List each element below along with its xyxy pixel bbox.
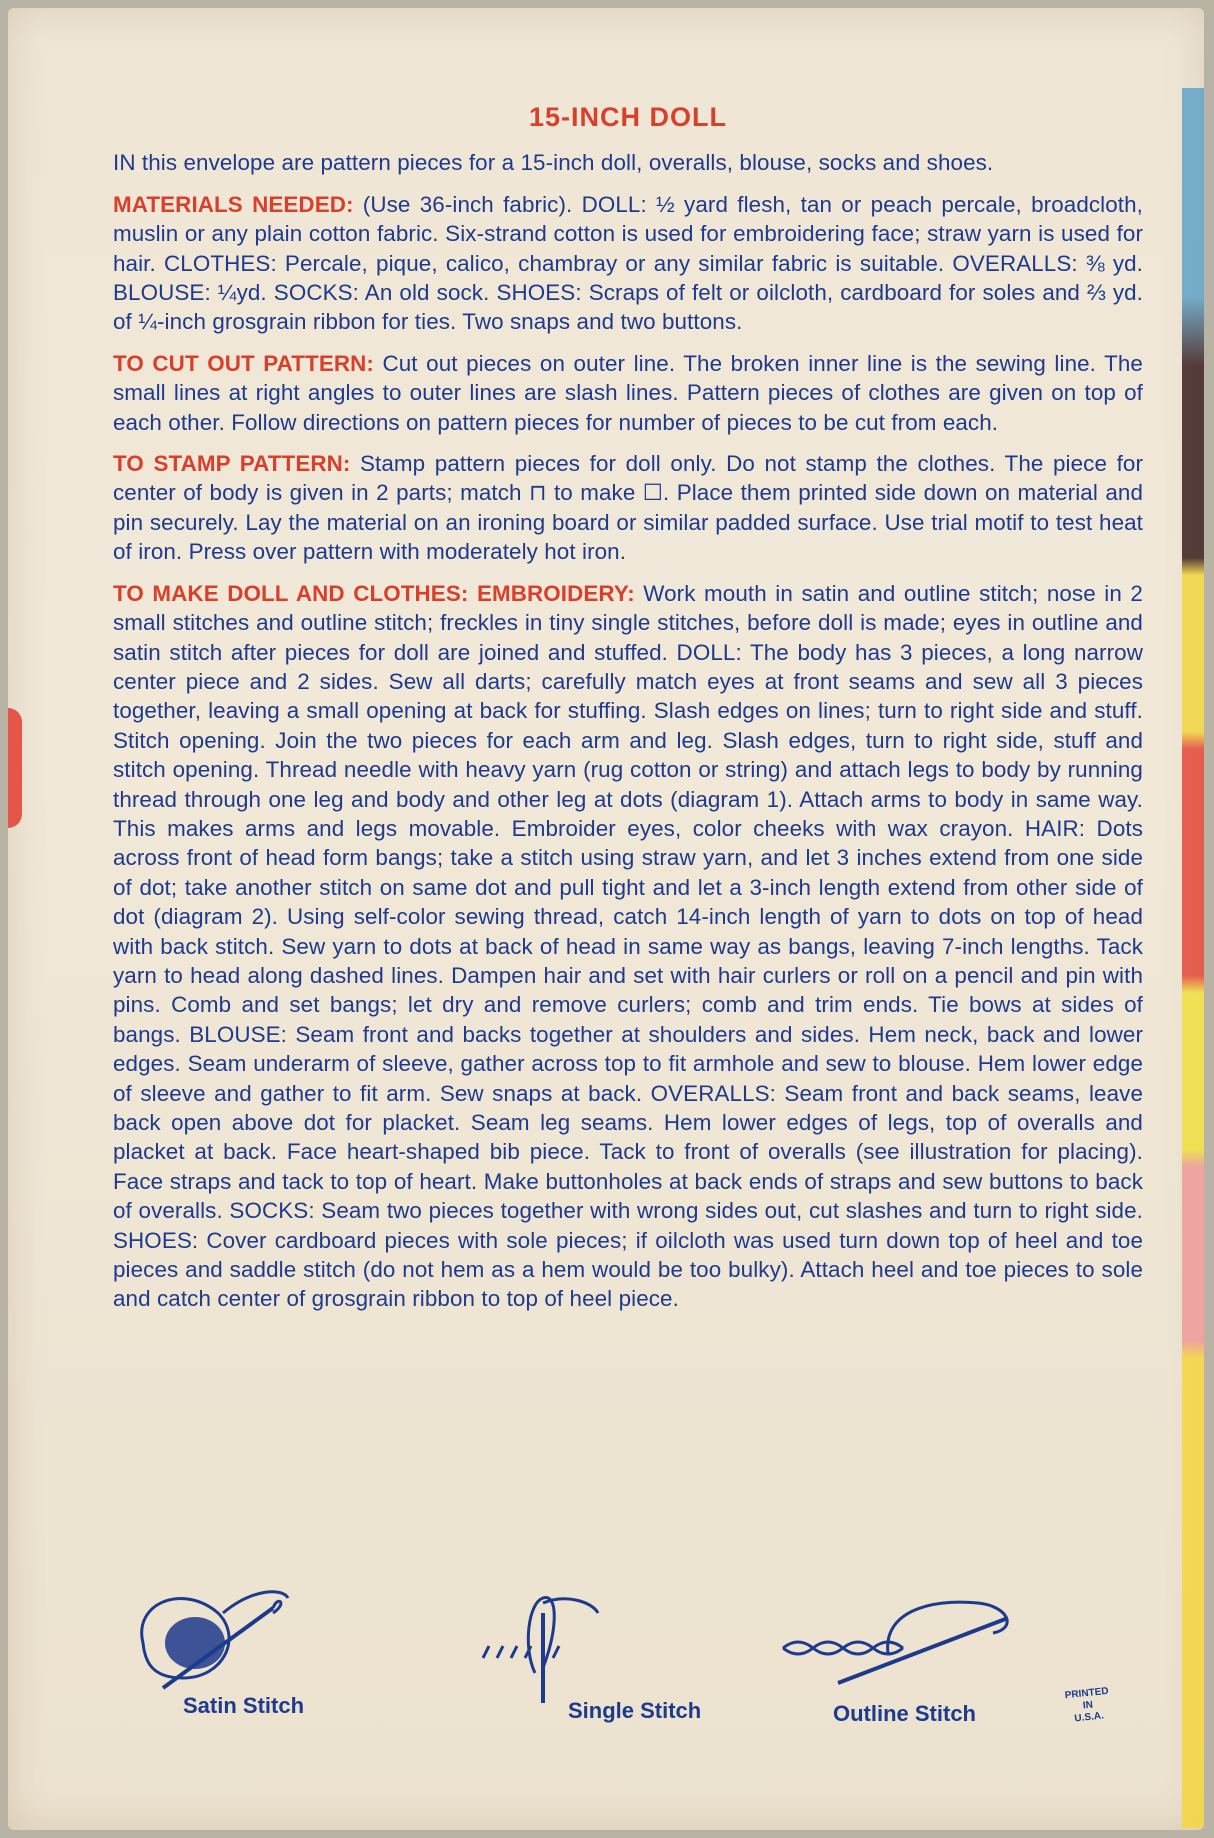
color-strip [1182, 88, 1204, 1828]
page-title: 15-INCH DOLL [528, 102, 727, 132]
section-text: Work mouth in satin and outline stitch; nose in 2 small stitches and outline stitch; freckles in tiny single stitches, before doll is made; eyes in outline and satin stitch after pieces for doll are joined and stuffed. DOLL: The body has 3 pieces, a long narrow center piece and 2 sides. Sew all darts; carefully match eyes at front seams and sew all 3 pieces together, leaving a small opening at back for stuffing. Slash edges on lines; turn to right side and stuff. Stitch opening. Join the two pieces for each arm and leg. Slash edges, turn to right side, stuff and stitch opening. Thread needle with heavy yarn (rug cotton or string) and attach legs to body by running thread through one leg and body and other leg at dots (diagram 1). Attach arms to body in same way. This makes arms and legs movable. Embroider eyes, color cheeks with wax crayon. HAIR: Dots across front of head form bangs; take a stitch using straw yarn, and let 3 inches extend from one side of dot; take another stitch on same dot and pull tight and let a 3-inch length extend from other side of dot (diagram 2). Using self-color sewing thread, catch 14-inch length of yarn to dots on top of head with back stitch. Sew yarn to dots at back of head in same way as bangs, leaving 7-inch lengths. Tack yarn to head along dashed lines. Dampen hair and set with hair curlers or roll on a pencil and pin with pins. Comb and set bangs; let dry and remove curlers; comb and trim ends. Tie bows at sides of bangs. BLOUSE: Seam front and backs together at shoulders and sides. Hem neck, back and lower edges. Seam underarm of sleeve, gather across top to fit armhole and sew to blouse. Hem lower edge of sleeve and gather to fit arm. Sew snaps at back. OVERALLS: Seam front and back seams, leave back open above dot for placket. Seam leg seams. Hem lower edges of legs, top of overalls and placket at back. Face heart-shaped bib piece. Tack to front of overalls (see illustration for placing). Face straps and tack to top of heart. Make buttonholes at back ends of straps and sew buttons to back of overalls. SOCKS: Seam two pieces together with wrong sides out, cut slashes and turn to right side. SHOES: Cover cardboard pieces with sole pieces; if oilcloth was used turn down top of heel and toe pieces and saddle stitch (do not hem as a hem would be too bulky). Attach heel and toe pieces to sole and catch center of grosgrain ribbon to top of heel piece. [113, 580, 1143, 1312]
section-heading: TO MAKE DOLL AND CLOTHES: EMBROIDERY: [113, 580, 635, 606]
single-stitch-icon [473, 1588, 603, 1708]
outline-stitch-icon [778, 1588, 1028, 1698]
stitch-diagrams [113, 1578, 1143, 1738]
section-heading: TO CUT OUT PATTERN: [113, 350, 374, 376]
printed-line-1: PRINTED [1064, 1685, 1110, 1702]
section-text: Cut out pieces on outer line. The broken inner line is the sewing line. The small lines at right angles to outer lines are slash lines. Pattern pieces of clothes are given on top of each other. Follow directions on pattern pieces for number of pieces to be cut from each. [113, 350, 1143, 435]
red-tab [8, 708, 22, 828]
instructions [113, 103, 1143, 1326]
satin-stitch-icon [123, 1583, 293, 1698]
make-doll-section [113, 579, 1143, 1314]
printed-in-usa-mark [1051, 1684, 1124, 1727]
materials-section [113, 190, 1143, 337]
intro-paragraph: IN this envelope are pattern pieces for a 15-inch doll, overalls, blouse, socks and shoes. [113, 150, 994, 176]
stamp-section [113, 449, 1143, 567]
section-heading: TO STAMP PATTERN: [113, 451, 351, 477]
section-heading: MATERIALS NEEDED: [113, 191, 354, 217]
section-text: (Use 36-inch fabric). DOLL: ½ yard flesh, tan or peach percale, broadcloth, muslin or any plain cotton fabric. Six-strand cotton is used for embroidering face; straw yarn is used for hair. CLOTHES: Percale, pique, calico, chambray or any similar fabric is suitable. OVERALLS: ⅜ yd. BLOUSE: ¼yd. SOCKS: An old sock. SHOES: Scraps of felt or oilcloth, cardboard for soles and ⅔ yd. of ¼-inch grosgrain ribbon for ties. Two snaps and two buttons. [113, 191, 1143, 335]
cut-out-section [113, 349, 1143, 437]
printed-line-2: IN [1082, 1699, 1094, 1712]
stitch-label-outline: Outline Stitch [833, 1701, 976, 1726]
section-text: Stamp pattern pieces for doll only. Do not stamp the clothes. The piece for center of body is given in 2 parts; match ⊓ to make ☐. Place them printed side down on material and pin securely. Lay the material on an ironing board or similar padded surface. Use trial motif to test heat of iron. Press over pattern with moderately hot iron. [113, 451, 1143, 565]
stitch-label-single: Single Stitch [568, 1698, 702, 1723]
stitch-label-satin: Satin Stitch [183, 1693, 305, 1718]
pattern-sheet [8, 8, 1204, 1830]
printed-line-3: U.S.A. [1073, 1710, 1105, 1725]
